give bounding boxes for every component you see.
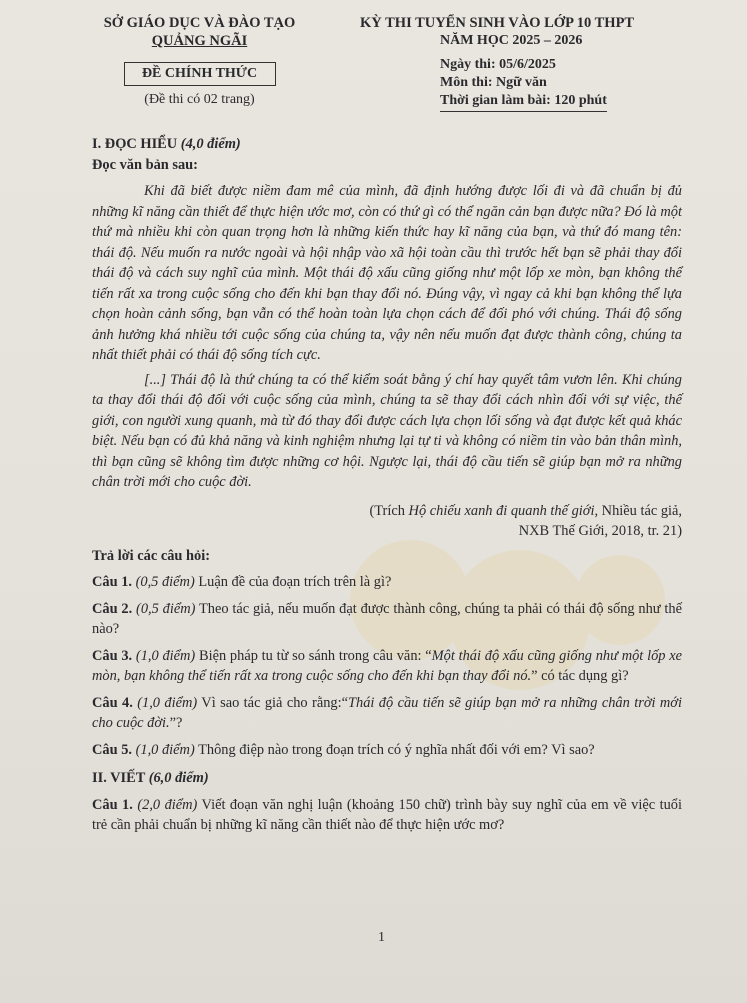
passage-paragraph: Khi đã biết được niềm đam mê của mình, đã định hướng được lối đi và đã chuẩn bị đủ những kĩ năng cần thiết để thực hiện ước mơ, còn có thứ gì có thể ngăn cản bạn được nữa? Đó là một thứ mà nhiều khi còn quan trọng hơn là những kiến thức hay kĩ năng của bạn, và thứ đó mang tên: thái độ. Nếu muốn ra nước ngoài và hội nhập vào xã hội toàn cầu thì trước hết bạn sẽ phải thay đổi thái độ và cách suy nghĩ của mình. Một thái độ xấu cũng giống như một lốp xe mòn, bạn không thể tiến rất xa trong cuộc sống cho đến khi bạn thay đổi nó. Đúng vậy, vì ngay cả khi bạn không thể lựa chọn hoàn cảnh sống, bạn vẫn có thể hoàn toàn lựa chọn cách để đối phó với chúng. Thái độ sống ảnh hưởng khá nhiều tới cuộc sống của chúng ta, vậy nên nếu muốn đạt được thành công, chúng ta nhất thiết phải có thái độ sống tích cực. [92,183,682,363]
exam-subject: Môn thi: Ngữ văn [440,75,547,90]
header-right [360,14,690,112]
exam-date: Ngày thi: 05/6/2025 [440,57,556,72]
answer-prompt: Trả lời các câu hỏi: [92,547,211,564]
page-count-note: (Đề thi có 02 trang) [144,92,255,107]
exam-duration: Thời gian làm bài: 120 phút [440,92,607,112]
department-name: SỞ GIÁO DỤC VÀ ĐÀO TẠO [103,15,296,31]
writing-question-1: Câu 1. (2,0 điểm) Viết đoạn văn nghị luận (khoảng 150 chữ) trình bày suy nghĩ của em về việc tuổi trẻ cần phải chuẩn bị những kĩ năng cần thiết nào để thực hiện ước mơ? [92,796,682,833]
passage-paragraph: [...] Thái độ là thứ chúng ta có thể kiểm soát bằng ý chí hay quyết tâm vươn lên. Khi chúng ta thay đổi thái độ đối với cuộc sống của mình, chúng ta sẽ thay đổi cách nhìn đối với sự việc, thế giới, con người xung quanh, mà từ đó thay đổi được cách lựa chọn lối sống và đạt được kết quả khác biệt. Nếu bạn có đủ khả năng và kinh nghiệm nhưng lại tự ti và không có niềm tin vào bản thân mình, thì bạn cũng sẽ không tìm được những cơ hội. Ngược lại, thái độ cầu tiến sẽ giúp bạn mở ra những chân trời mới cho cuộc đời. [92,371,682,490]
header-left [92,14,307,108]
question-4: Câu 4. (1,0 điểm) Vì sao tác giả cho rằng:“Thái độ cầu tiến sẽ giúp bạn mở ra những chân trời mới cho cuộc đời.”? [92,694,682,731]
official-label: ĐỀ CHÍNH THỨC [124,62,276,86]
question-1: Câu 1. (0,5 điểm) Luận đề của đoạn trích trên là gì? [92,574,392,590]
page-number: 1 [378,930,385,945]
school-year: NĂM HỌC 2025 – 2026 [440,33,583,48]
section-1-heading: I. ĐỌC HIỂU (4,0 điểm) [92,136,241,152]
reading-intro: Đọc văn bản sau: [92,156,198,173]
exam-content [92,134,682,836]
exam-title: KỲ THI TUYỂN SINH VÀO LỚP 10 THPT [360,15,635,31]
passage-source: (Trích Hộ chiếu xanh đi quanh thế giới, Nhiều tác giả, NXB Thế Giới, 2018, tr. 21) [369,502,682,539]
province-name: QUẢNG NGÃI [151,33,248,49]
question-5: Câu 5. (1,0 điểm) Thông điệp nào trong đoạn trích có ý nghĩa nhất đối với em? Vì sao? [92,741,595,758]
question-2: Câu 2. (0,5 điểm) Theo tác giả, nếu muốn đạt được thành công, chúng ta phải có thái độ sống như thế nào? [92,600,682,637]
question-3: Câu 3. (1,0 điểm) Biện pháp tu từ so sánh trong câu văn: “Một thái độ xấu cũng giống như một lốp xe mòn, bạn không thể tiến rất xa trong cuộc sống cho đến khi bạn thay đổi nó.” có tác dụng gì? [92,647,682,684]
section-2-heading: II. VIẾT (6,0 điểm) [92,770,209,786]
